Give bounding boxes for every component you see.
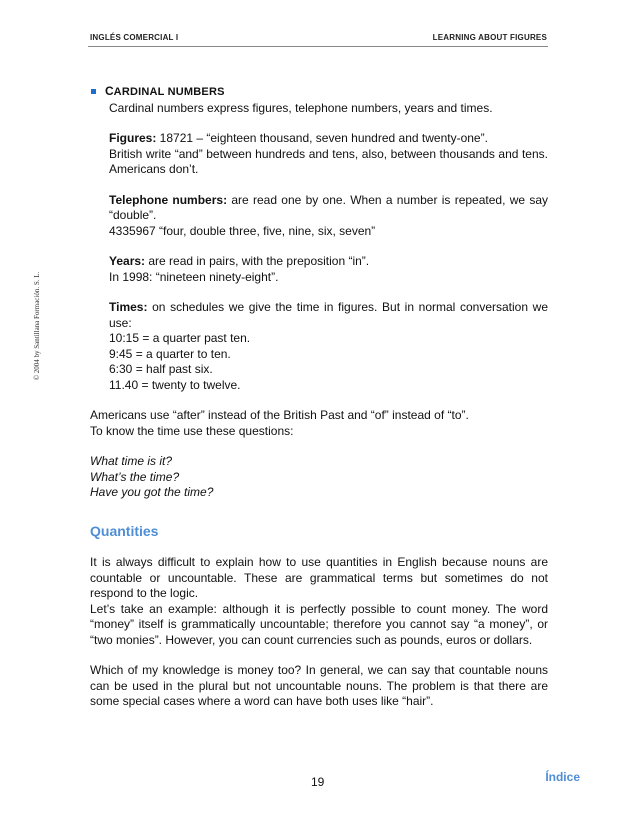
telephone-paragraph	[109, 193, 548, 224]
telephone-text: are read one by one. When a number is repeated, we say “double”.	[109, 192, 549, 222]
american-note: Americans use “after” instead of the British Past and “of” instead of “to”.	[90, 408, 469, 422]
time-question: What time is it?	[90, 454, 173, 468]
telephone-example: 4335967 “four, double three, five, nine, six, seven”	[109, 223, 376, 238]
cardinal-section-title	[90, 84, 548, 101]
times-label: Times:	[109, 300, 148, 314]
page-content	[90, 84, 548, 710]
page-number: 19	[311, 775, 325, 789]
cardinal-title	[105, 84, 225, 101]
figures-label: Figures:	[109, 131, 157, 145]
times-example: 6:30 = half past six.	[109, 362, 213, 376]
figures-paragraph	[109, 131, 548, 147]
quantities-paragraph-1: It is always difficult to explain how to use quantities in English because nouns are countable or uncountable. These are grammatical terms but sometimes do not respond to the logic.	[90, 555, 548, 600]
cardinal-body	[109, 101, 548, 394]
figures-text: 18721 – “eighteen thousand, seven hundred and twenty-one”.	[156, 131, 488, 145]
time-question: What’s the time?	[90, 469, 180, 484]
times-example: 11.40 = twenty to twelve.	[109, 377, 241, 392]
index-link[interactable]: Índice	[545, 770, 580, 784]
header-left-title: INGLÉS COMERCIAL I	[90, 33, 179, 42]
header-right-title: LEARNING ABOUT FIGURES	[432, 33, 547, 42]
questions-intro: To know the time use these questions:	[90, 423, 294, 438]
times-paragraph	[109, 300, 548, 331]
copyright-side-text: © 2004 by Santillana Formación. S. L.	[33, 271, 41, 381]
years-text: are read in pairs, with the preposition “in”.	[145, 254, 370, 268]
cardinal-title-initial: C	[105, 84, 114, 98]
years-example: In 1998: “nineteen ninety-eight”.	[109, 269, 279, 284]
times-text: on schedules we give the time in figures. But in normal conversation we use:	[109, 300, 548, 330]
time-question: Have you got the time?	[90, 485, 214, 499]
cardinal-intro: Cardinal numbers express figures, telephone numbers, years and times.	[109, 100, 493, 115]
cardinal-title-rest: ARDINAL NUMBERS	[113, 86, 225, 98]
figures-note: British write “and” between hundreds and tens, also, between thousands and tens. Americans don’t.	[109, 146, 548, 176]
quantities-heading: Quantities	[90, 522, 159, 539]
years-label: Years:	[109, 254, 146, 268]
times-example: 10:15 = a quarter past ten.	[109, 331, 251, 345]
quantities-paragraph-2: Let’s take an example: although it is perfectly possible to count money. The word “money” itself is grammatically uncountable; therefore you cannot say “a money”, or “two monies”. However, you can count currencies such as pounds, euros or dollars.	[90, 601, 548, 647]
header-divider	[88, 46, 548, 47]
quantities-paragraph-3: Which of my knowledge is money too? In general, we can say that countable nouns can be used in the plural but not uncountable nouns. The problem is that there are some special cases where a word can have both uses like “hair”.	[90, 663, 548, 708]
times-example: 9:45 = a quarter to ten.	[109, 346, 231, 361]
years-paragraph	[109, 254, 548, 270]
square-bullet-icon	[91, 89, 96, 94]
telephone-label: Telephone numbers:	[109, 192, 228, 207]
